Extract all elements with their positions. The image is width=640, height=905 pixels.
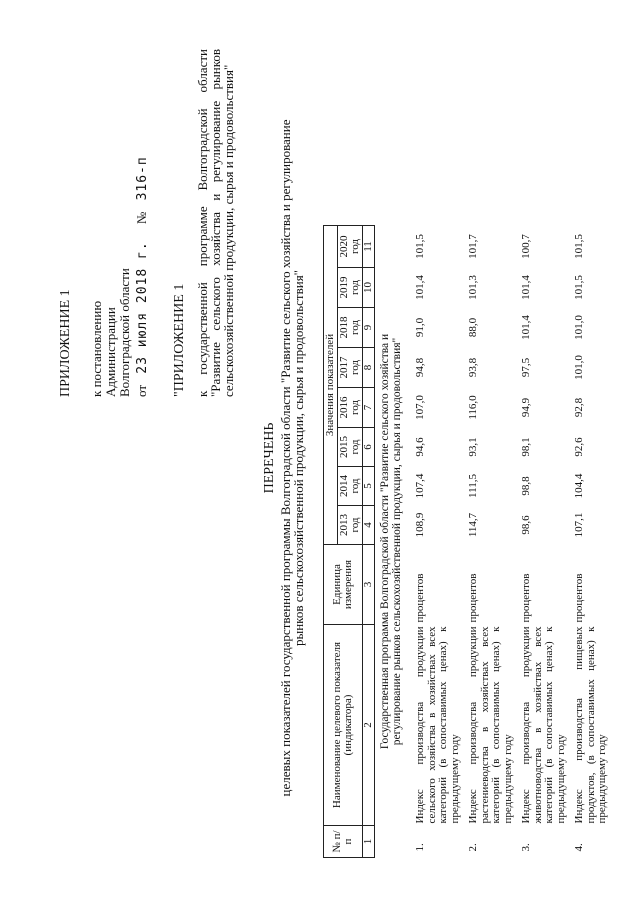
table-row <box>462 226 515 858</box>
row-number: 3. <box>520 843 532 852</box>
appendix-title: ПРИЛОЖЕНИЕ 1 <box>58 289 73 397</box>
date-value: 23 июля 2018 г. <box>135 241 150 374</box>
indicator-value: 101,4 <box>414 275 426 300</box>
indicator-value: 107,0 <box>414 395 426 420</box>
indicator-value: 101,5 <box>573 275 585 300</box>
header-values: Значения показателей <box>324 226 338 545</box>
column-number: 8 <box>363 348 375 388</box>
indicator-unit: процентов <box>467 573 479 623</box>
appendix-line3: Волгоградской области <box>117 268 132 397</box>
appendix-line2: Администрации <box>103 307 118 397</box>
row-number: 4. <box>573 843 585 852</box>
program-row-text: Государственная программа Волгоградской области "Развитие сельского хозяйства и регулирование рынков сельскохозяйственной продукции, сырья и продовольствия" <box>379 333 403 750</box>
table-row <box>568 226 610 858</box>
indicator-value: 101,3 <box>467 275 479 300</box>
indicator-value: 88,0 <box>467 317 479 338</box>
program-appendix-text: к государственной программе Волгоградской области "Развитие сельского хозяйства и регулирование рынков сельскохозяйственной продукции, сырья и продовольствия" <box>195 49 236 397</box>
indicator-value: 97,5 <box>520 357 532 378</box>
column-number: 10 <box>363 268 375 308</box>
header-year: 2018 год <box>338 308 363 348</box>
header-year: 2013 год <box>338 506 363 545</box>
header-name: Наименование целевого показателя (индикатора) <box>324 625 363 826</box>
indicator-value: 108,9 <box>414 512 426 538</box>
column-number: 9 <box>363 308 375 348</box>
column-number: 7 <box>363 388 375 428</box>
indicator-unit: процентов <box>520 573 532 623</box>
header-year: 2017 год <box>338 348 363 388</box>
indicator-value: 98,1 <box>520 437 532 457</box>
indicator-name: Индекс производства пищевых продуктов, (в сопоставимых ценах) к предыдущему году <box>573 626 608 824</box>
indicator-value: 92,8 <box>573 397 585 418</box>
column-number: 3 <box>363 545 375 625</box>
header-year: 2019 год <box>338 268 363 308</box>
column-number: 2 <box>363 625 375 826</box>
indicator-name: Индекс производства продукции растениеводства в хозяйствах всех категорий (в сопоставимых ценах) к предыдущему году <box>467 626 514 824</box>
indicator-unit: процентов <box>573 573 585 623</box>
indicator-value: 94,8 <box>414 357 426 378</box>
header-year: 2014 год <box>338 467 363 506</box>
indicator-value: 101,7 <box>467 234 479 259</box>
indicator-value: 101,5 <box>414 234 426 259</box>
table-row <box>515 226 568 858</box>
row-number: 2. <box>467 843 479 852</box>
header-unit: Единица измерения <box>324 545 363 625</box>
indicator-value: 98,6 <box>520 515 532 535</box>
indicator-value: 111,5 <box>467 474 479 498</box>
indicator-value: 116,0 <box>467 395 479 420</box>
indicator-value: 94,6 <box>414 437 426 457</box>
indicator-value: 98,8 <box>520 476 532 496</box>
indicator-value: 107,1 <box>573 512 585 538</box>
header-year: 2016 год <box>338 388 363 428</box>
column-number: 1 <box>363 826 375 858</box>
row-number: 1. <box>414 843 426 852</box>
date-prefix: от <box>134 384 149 397</box>
indicator-value: 101,4 <box>520 315 532 340</box>
header-year: 2020 год <box>338 226 363 268</box>
appendix-date-line <box>134 156 150 397</box>
indicator-value: 91,0 <box>414 317 426 338</box>
indicator-value: 92,6 <box>573 437 585 457</box>
appendix-line1: к постановлению <box>89 300 104 397</box>
column-number: 5 <box>363 467 375 506</box>
indicator-value: 114,7 <box>467 512 479 538</box>
list-subtitle-line1: целевых показателей государственной программы Волгоградской области "Развитие сельского хозяйства и регулирование <box>278 119 293 797</box>
indicator-value: 104,4 <box>573 473 585 499</box>
indicator-value: 101,0 <box>573 355 585 380</box>
column-number: 11 <box>363 226 375 268</box>
list-title: ПЕРЕЧЕНЬ <box>262 422 277 494</box>
number-value: 316-п <box>135 156 150 201</box>
indicator-value: 101,4 <box>520 275 532 300</box>
indicator-name: Индекс производства продукции животноводства в хозяйствах всех категорий (в сопоставимых ценах) к предыдущему году <box>520 626 567 824</box>
indicator-value: 93,8 <box>467 357 479 378</box>
indicator-value: 107,4 <box>414 473 426 499</box>
indicator-name: Индекс производства продукции сельского хозяйства в хозяйствах всех категорий (в сопоставимых ценах) к предыдущему году <box>414 626 461 824</box>
list-subtitle-line2: рынков сельскохозяйственной продукции, сырья и продовольствия" <box>291 270 306 647</box>
indicator-unit: процентов <box>414 573 426 623</box>
indicator-value: 93,1 <box>467 437 479 457</box>
header-year: 2015 год <box>338 428 363 467</box>
number-prefix: № <box>134 211 149 225</box>
table-row <box>409 226 462 858</box>
program-row <box>375 226 410 858</box>
header-no: № п/п <box>324 826 363 858</box>
indicator-value: 101,5 <box>573 234 585 259</box>
indicators-table <box>323 225 610 858</box>
column-number: 6 <box>363 428 375 467</box>
indicator-value: 100,7 <box>520 234 532 259</box>
column-number: 4 <box>363 506 375 545</box>
indicator-value: 94,9 <box>520 397 532 418</box>
indicator-value: 101,0 <box>573 315 585 340</box>
program-appendix-title: "ПРИЛОЖЕНИЕ 1 <box>172 283 187 397</box>
